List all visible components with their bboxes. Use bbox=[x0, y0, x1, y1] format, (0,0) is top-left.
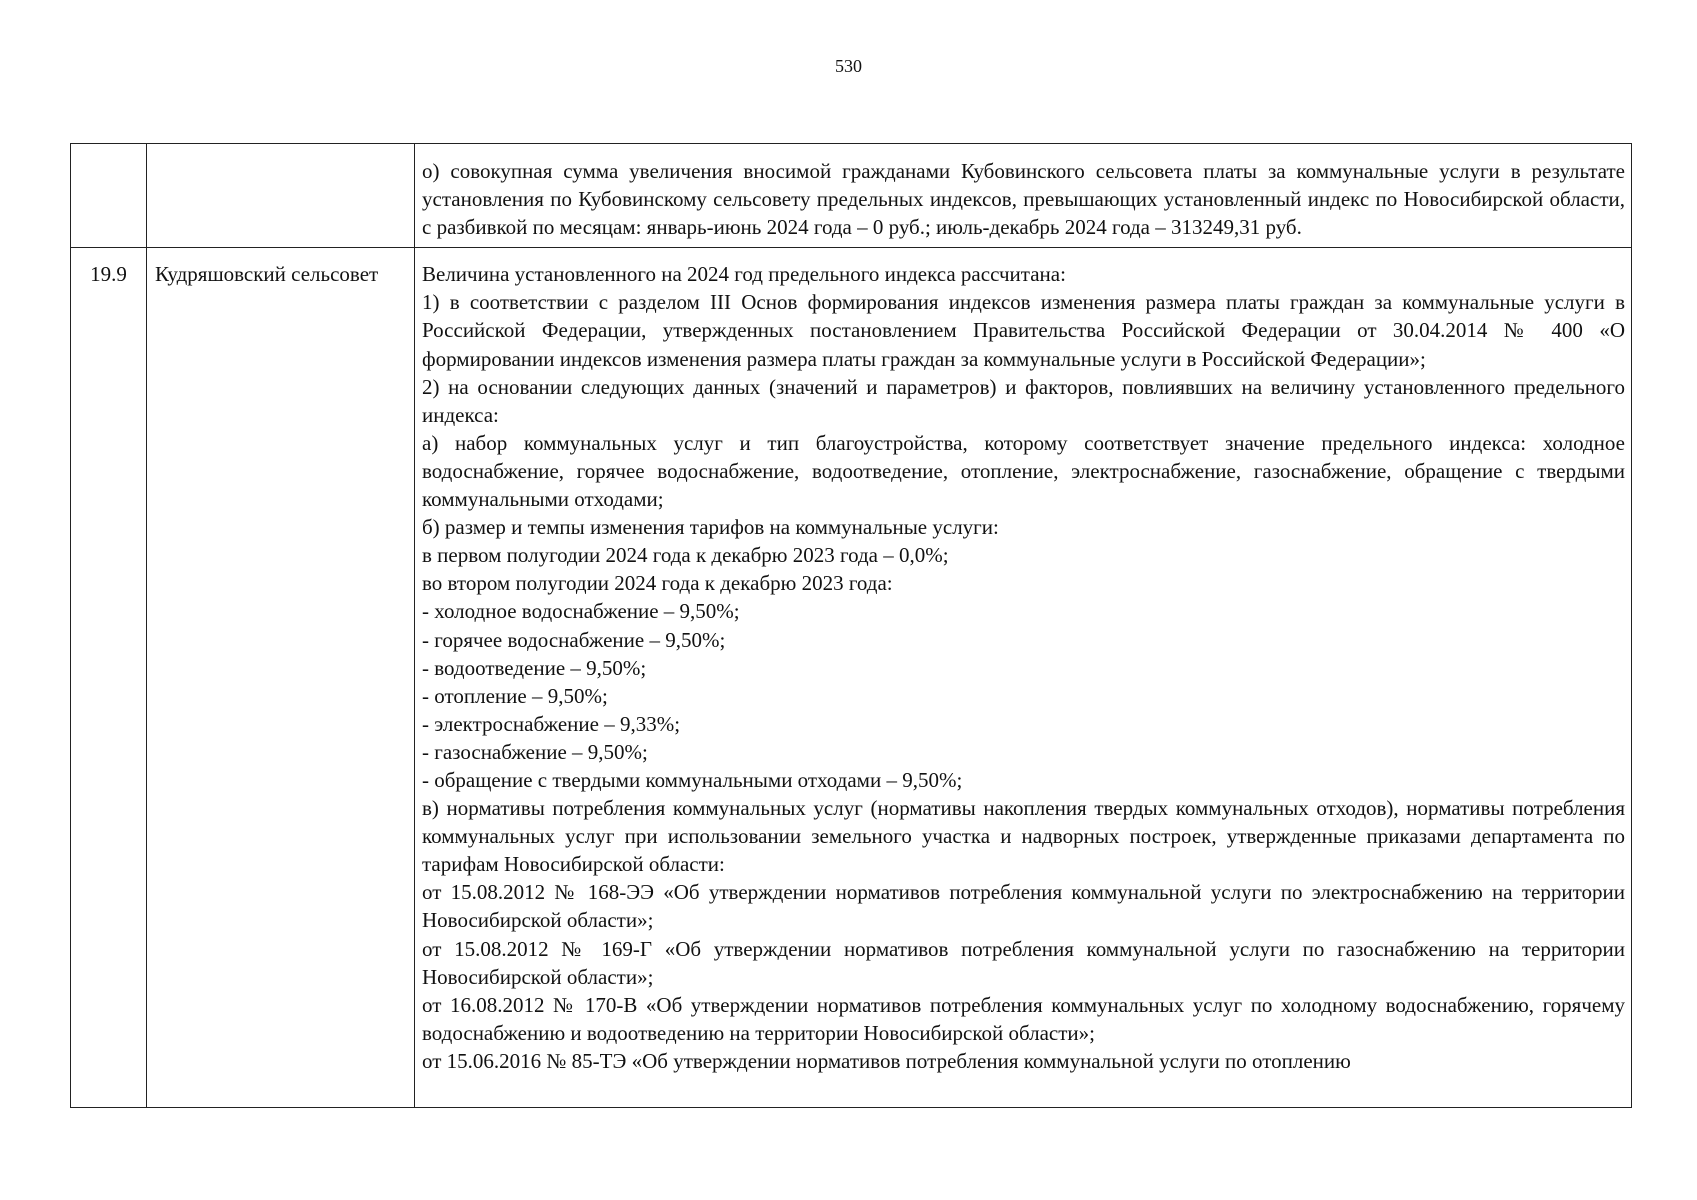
row-number-cell bbox=[71, 144, 147, 248]
indices-table bbox=[70, 143, 1632, 1108]
list-item: - горячее водоснабжение – 9,50%; bbox=[422, 627, 726, 652]
paragraph: 1) в соответствии с разделом III Основ формирования индексов изменения размера платы граждан за коммунальные услуги в Российской Федерации, утвержденных постановлением Правительства Российской Федерации от 30.04.2014 № 400 «О формировании индексов изменения размера платы граждан за коммунальные услуги в Российской Федерации»; bbox=[422, 290, 1625, 371]
table-row bbox=[71, 144, 1632, 248]
paragraph: от 15.06.2016 № 85-ТЭ «Об утверждении нормативов потребления коммунальной услуги по отоплению bbox=[422, 1048, 1351, 1073]
paragraph: б) размер и темпы изменения тарифов на коммунальные услуги: bbox=[422, 515, 999, 540]
paragraph: в первом полугодии 2024 года к декабрю 2023 года – 0,0%; bbox=[422, 543, 949, 568]
row-number-cell: 19.9 bbox=[71, 248, 147, 1108]
list-item: - холодное водоснабжение – 9,50%; bbox=[422, 599, 740, 624]
paragraph: 2) на основании следующих данных (значений и параметров) и факторов, повлиявших на величину установленного предельного индекса: bbox=[422, 374, 1625, 427]
paragraph: в) нормативы потребления коммунальных услуг (нормативы накопления твердых коммунальных отходов), нормативы потребления коммунальных услуг при использовании земельного участка и надворных построек, утвержденные приказами департамента по тарифам Новосибирской области: bbox=[422, 796, 1625, 877]
table-row bbox=[71, 248, 1632, 1108]
list-item: - электроснабжение – 9,33%; bbox=[422, 711, 681, 736]
municipality-cell: Кудряшовский сельсовет bbox=[147, 248, 415, 1108]
paragraph: от 16.08.2012 № 170-В «Об утверждении нормативов потребления коммунальных услуг по холодному водоснабжению, горячему водоснабжению и водоотведению на территории Новосибирской области»; bbox=[422, 992, 1625, 1045]
list-item: - обращение с твердыми коммунальными отходами – 9,50%; bbox=[422, 767, 963, 792]
paragraph: от 15.08.2012 № 168-ЭЭ «Об утверждении нормативов потребления коммунальной услуги по электроснабжению на территории Новосибирской области»; bbox=[422, 880, 1625, 933]
paragraph: а) набор коммунальных услуг и тип благоустройства, которому соответствует значение предельного индекса: холодное водоснабжение, горячее водоснабжение, водоотведение, отопление, электроснабжение, газоснабжение, обращение с твердыми коммунальными отходами; bbox=[422, 430, 1625, 512]
paragraph: от 15.08.2012 № 169-Г «Об утверждении нормативов потребления коммунальной услуги по газоснабжению на территории Новосибирской области»; bbox=[422, 936, 1625, 989]
description-cell bbox=[415, 144, 1632, 248]
paragraph: во втором полугодии 2024 года к декабрю 2023 года: bbox=[422, 571, 893, 596]
page-number: 530 bbox=[835, 56, 862, 76]
paragraph: Величина установленного на 2024 год предельного индекса рассчитана: bbox=[422, 262, 1066, 287]
municipality-cell bbox=[147, 144, 415, 248]
description-cell bbox=[415, 248, 1632, 1108]
paragraph: о) совокупная сумма увеличения вносимой гражданами Кубовинского сельсовета платы за коммунальные услуги в результате установления по Кубовинскому сельсовету предельных индексов, превышающих установленный индекс по Новосибирской области, с разбивкой по месяцам: январь-июнь 2024 года – 0 руб.; июль-декабрь 2024 года – 313249,31 руб. bbox=[422, 159, 1625, 240]
list-item: - отопление – 9,50%; bbox=[422, 683, 608, 708]
list-item: - водоотведение – 9,50%; bbox=[422, 655, 647, 680]
list-item: - газоснабжение – 9,50%; bbox=[422, 739, 648, 764]
